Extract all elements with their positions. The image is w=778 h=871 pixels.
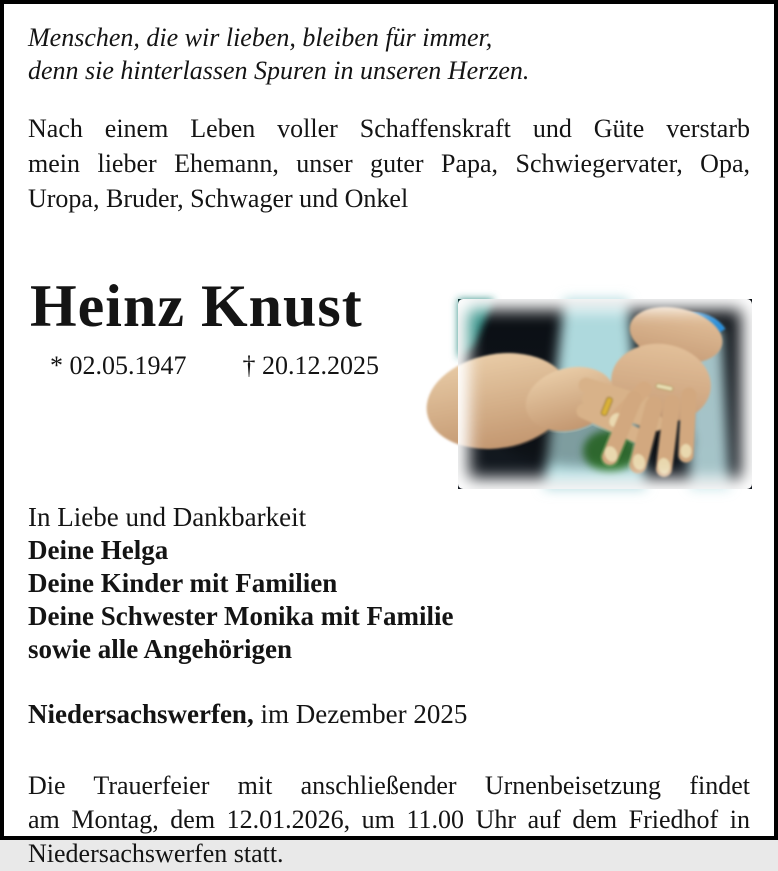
- intro-paragraph: [28, 111, 750, 216]
- death-date: [243, 349, 380, 383]
- mourner-line: Deine Schwester Monika mit Familie: [28, 601, 454, 631]
- mourner-line: Deine Kinder mit Familien: [28, 568, 338, 598]
- intro-line-1: Nach einem Leben voller Schaffenskraft und Güte verstarb: [28, 114, 750, 143]
- intro-line-3: Uropa, Bruder, Schwager und Onkel: [28, 184, 409, 213]
- mourner-line: Deine Helga: [28, 535, 169, 565]
- death-date-value: 20.12.2025: [262, 351, 379, 380]
- birth-date-value: 02.05.1947: [69, 351, 187, 380]
- funeral-line-1: Die Trauerfeier mit anschließender Urnenbeisetzung findet: [28, 771, 750, 800]
- birth-date: [50, 349, 187, 383]
- intro-line-2: mein lieber Ehemann, unser guter Papa, Schwiegervater, Opa,: [28, 149, 750, 178]
- opening-quote: [28, 21, 750, 87]
- quote-line-1: Menschen, die wir lieben, bleiben für immer,: [28, 23, 493, 52]
- holding-hands-illustration: [458, 299, 752, 489]
- quote-line-2: denn sie hinterlassen Spuren in unseren Herzen.: [28, 56, 530, 85]
- signature-block: [28, 501, 750, 666]
- born-symbol: *: [50, 351, 63, 380]
- dateline: [28, 698, 750, 731]
- signature-intro: In Liebe und Dankbarkeit: [28, 502, 307, 532]
- cross-symbol: †: [242, 351, 256, 380]
- holding-hands-photo: [458, 299, 752, 489]
- dateline-place: Niedersachswerfen,: [28, 699, 254, 729]
- mourner-line: sowie alle Angehörigen: [28, 634, 292, 664]
- funeral-line-2: am Montag, dem 12.01.2026, um 11.00 Uhr auf dem Friedhof in: [28, 805, 750, 834]
- funeral-line-3: Niedersachswerfen statt.: [28, 839, 284, 868]
- deceased-name: Heinz Knust: [30, 273, 363, 339]
- dateline-date: im Dezember 2025: [253, 699, 468, 729]
- funeral-notice: [28, 769, 750, 871]
- name-row: [28, 273, 750, 487]
